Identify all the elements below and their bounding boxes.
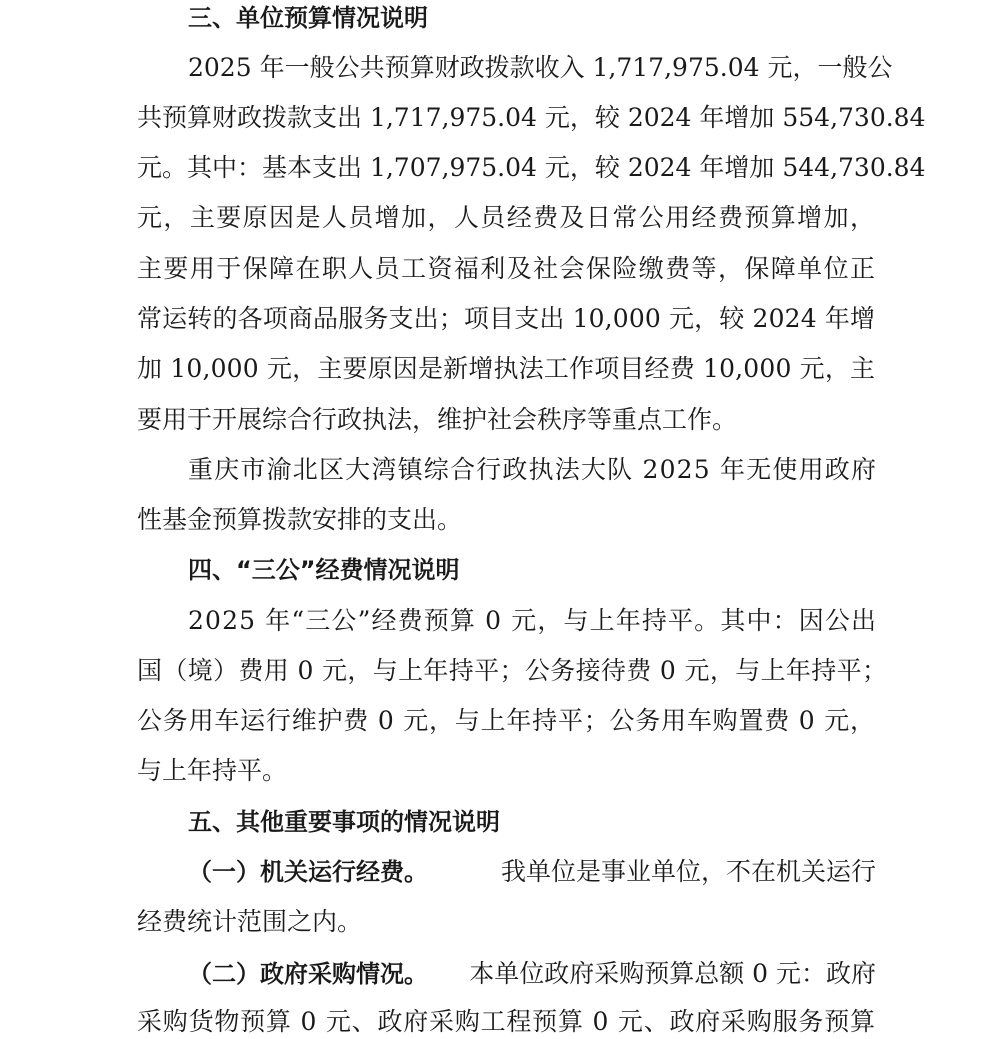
paragraph-line: 公务用车运行维护费 0 元，与上年持平；公务用车购置费 0 元， [137, 706, 876, 735]
item-2-title: （二）政府采购情况。 [188, 960, 428, 988]
section-4-heading: 四、“三公”经费情况说明 [188, 556, 460, 584]
paragraph-line: 2025 年一般公共预算财政拨款收入 1,717,975.04 元，一般公 [188, 53, 893, 82]
paragraph-line: 加 10,000 元，主要原因是新增执法工作项目经费 10,000 元，主 [137, 354, 876, 383]
section-3-heading: 三、单位预算情况说明 [188, 4, 428, 32]
item-2-text: 本单位政府采购预算总额 0 元：政府 [469, 959, 876, 988]
paragraph-line: 经费统计范围之内。 [137, 907, 363, 936]
paragraph-line: 国（境）费用 0 元，与上年持平；公务接待费 0 元，与上年持平； [137, 656, 888, 685]
paragraph-line: 共预算财政拨款支出 1,717,975.04 元，较 2024 年增加 554,730.84 [137, 103, 926, 132]
section-5-heading: 五、其他重要事项的情况说明 [188, 808, 500, 836]
paragraph-line: 要用于开展综合行政执法，维护社会秩序等重点工作。 [137, 405, 738, 434]
paragraph-line [188, 855, 876, 889]
paragraph-line: 元，主要原因是人员增加，人员经费及日常公用经费预算增加， [137, 203, 877, 232]
paragraph-line: 2025 年“三公”经费预算 0 元，与上年持平。其中：因公出 [188, 606, 878, 635]
paragraph-line: 与上年持平。 [137, 756, 288, 785]
paragraph-line: 主要用于保障在职人员工资福利及社会保险缴费等，保障单位正 [137, 254, 877, 283]
paragraph-line: 性基金预算拨款安排的支出。 [137, 505, 463, 534]
paragraph-line: 常运转的各项商品服务支出；项目支出 10,000 元，较 2024 年增 [137, 304, 876, 333]
paragraph-line: 重庆市渝北区大湾镇综合行政执法大队 2025 年无使用政府 [188, 455, 878, 484]
item-1-title: （一）机关运行经费。 [188, 858, 428, 886]
item-1-text: 我单位是事业单位，不在机关运行 [500, 857, 876, 886]
paragraph-line: 采购货物预算 0 元、政府采购工程预算 0 元、政府采购服务预算 [137, 1007, 876, 1036]
paragraph-line [188, 957, 876, 991]
paragraph-line: 元。其中：基本支出 1,707,975.04 元，较 2024 年增加 544,730.84 [137, 153, 926, 182]
